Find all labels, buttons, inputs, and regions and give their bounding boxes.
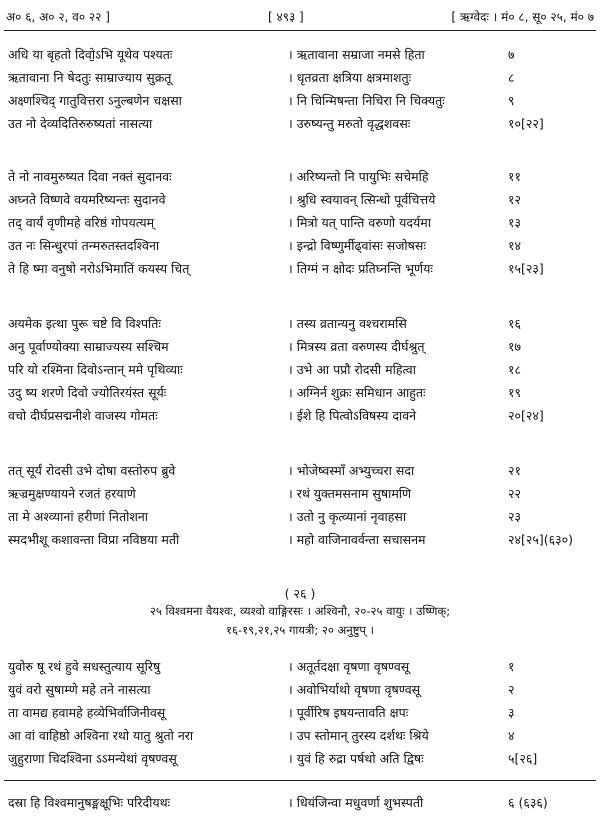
hymn-number: ( २६ ) xyxy=(284,586,316,601)
verse-line: तत् सूर्यं रोदसी उभे दोषा वस्तोरुप ब्रुवे । भोजेष्वस्माँ अभ्युच्चरा सदा २१ xyxy=(8,463,522,478)
verse-line: युवं वरो सुषाम्णे महे तने नासत्या । अवोभिर्याथो वृषणा वृषण्वसू २ xyxy=(8,682,515,697)
verse-line: दस्रा हि विश्वमानुषङ्मक्षूभिः परिदीयथः । धियंजिन्वा मधुवर्णा शुभस्पती ६ (६३६) xyxy=(8,795,548,810)
verse-line: स्मदभीशू कशावन्ता विप्रा नविष्ठया मती । महो वाजिनावर्वन्ता सचासनम २४[२५](६३०) xyxy=(8,532,574,547)
verse-line: अनु पूर्वाण्योक्या साम्राज्यस्य सश्चिम । मित्रस्य व्रता वरुणस्य दीर्घश्रुत् १७ xyxy=(8,339,522,354)
verse-line: तद् वार्यं वृणीमहे वरिष्ठं गोपयत्यम् । मित्रो यत् पान्ति वरुणो यदर्यमा १३ xyxy=(8,215,522,230)
verse-line: अघ्नते विष्णवे वयमरिष्यन्तः सुदानवे । श्रुधि स्वयावन् त्सिन्धो पूर्वचित्तये १२ xyxy=(8,192,522,207)
verse-line: परि यो रश्मिना दिवोऽन्तान् ममे पृथिव्याः । उभे आ पप्रौ रोदसी महित्वा १८ xyxy=(8,362,522,377)
verse-line: युवोरु षू रथं हुवे सधस्तुत्याय सूरिषु । अतूर्तदक्षा वृषणा वृषण्वसू १ xyxy=(8,659,515,674)
hymn-chandas: १६-१९,२१,२५ गायत्री; २० अनुष्टुप् । xyxy=(226,623,374,637)
verse-line: अधि या बृहतो दिवो॒ऽभि यूथेव पश्यतः । ऋतावाना सम्राजा नमसे हिता ७ xyxy=(8,47,515,62)
header-right: [ ऋग्वेदः । मं० ८, सू० २५, मं० ७ xyxy=(451,10,594,24)
header-left: अ० ६, अ० २, व० २२ ] xyxy=(6,10,110,24)
verse-line: उत नः सिन्धुरपां तन्मरुतस्तदश्विना । इन्द्रो विष्णुर्मीढ्वांसः सजोषसः १४ xyxy=(8,238,522,253)
verse-line: अयमेक इत्था पुरू चष्टे वि विश्पतिः । तस्य व्रतान्यनु वश्चरामसि १६ xyxy=(8,316,522,331)
verse-line: आ वां वाहिष्ठो अश्विना रथो यातु श्रुतो नरा । उप स्तोमान् तुरस्य दर्शथः श्रिये ४ xyxy=(8,728,515,743)
verse-line: उत नो देव्यदितिरुरुष्यतां नासत्या । उरुष्यन्तु मरुतो वृद्धशवसः १०[२२] xyxy=(8,116,544,131)
verse-line: ता वामद्य हवामहे हव्येभिर्वाजिनीवसू । पूर्वीरिष इषयन्तावति क्षपः ३ xyxy=(8,705,515,720)
verse-line: ता मे अश्व्यानां हरीणां नितोशना । उतो नु कृत्व्यानां नृवाहसा २३ xyxy=(8,509,522,524)
verse-line: ते हि ष्मा वनुषो नरोऽभिमातिं कयस्य चित् । तिग्मं न क्षोदः प्रतिघ्नन्ति भूर्णयः १५[२३] xyxy=(8,261,544,276)
header-divider xyxy=(4,30,596,31)
page-number: [ ४९३ ] xyxy=(268,10,304,24)
page-header xyxy=(6,8,594,28)
hymn-rishi-devata: २५ विश्वमना वैयश्वः, व्यश्वो वाङ्गिरसः । अश्विनौ, २०-२५ वायुः । उष्णिक्; xyxy=(149,604,451,618)
verse-line: ऋतावाना नि षेदतुः साम्राज्याय सुक्रतू । धृतव्रता क्षत्रिया क्षत्रमाशतुः ८ xyxy=(8,70,515,85)
verse-line: उदु ष्य शरणे दिवो ज्योतिरयंस्त सूर्यः । अग्निर्न शुक्रः समिधान आहुतः १९ xyxy=(8,385,522,400)
verse-line: ते नो नावमुरुष्यत दिवा नक्तं सुदानवः । अरिष्यन्तो नि पायुभिः सचेमहि ११ xyxy=(8,169,522,184)
verse-line: ऋज्रमुक्षण्यायने रजतं हरयाणे । रथं युक्तमसनाम सुषामणि २२ xyxy=(8,486,522,501)
page-divider xyxy=(4,780,596,781)
verse-line: अक्ष्णश्चिद् गातुवित्तरा ऽनुल्बणेन चक्षसा । नि चिन्मिषन्ता निचिरा नि चिक्यतुः ९ xyxy=(8,93,515,108)
verse-line: जुहुराणा चिदश्विना ऽऽमन्येथां वृषण्वसू । युवं हि रुद्रा पर्षथो अति द्विषः ५[२६] xyxy=(8,751,538,766)
verse-line: वचो दीर्घप्रसद्मनीशे वाजस्य गोमतः । ईशे हि पित्वोऽविषस्य दावने २०[२४] xyxy=(8,408,544,423)
